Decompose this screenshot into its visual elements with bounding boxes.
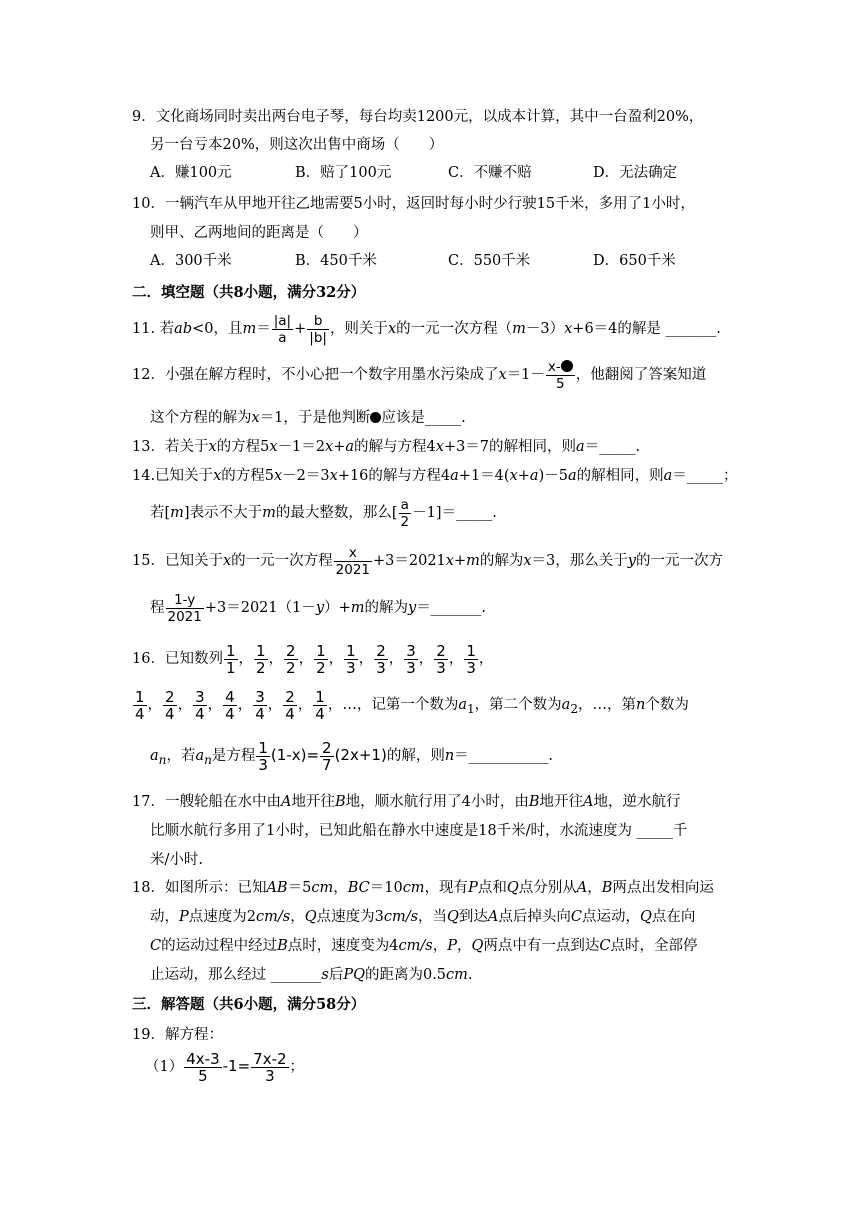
sequence-fraction: $\frac{1}{1}$ <box>225 641 236 677</box>
sequence-fraction: $\frac{1}{3}$ <box>346 641 356 677</box>
q12-fraction: $\frac{x-}{5}$ <box>546 359 575 392</box>
sequence-fraction: $\frac{1}{2}$ <box>316 641 326 677</box>
q9-option-c: C．不赚不赔 <box>448 165 532 181</box>
q10-option-b: B．450千米 <box>295 253 377 269</box>
q16-line3: $a_n$，若$a_n$是方程 $\frac{1}{3}$ (1-x)= $\frac{2}{7}$ (2x+1)的解，则n＝___________. <box>150 738 554 774</box>
q14-line1: 14.已知关于x的方程5x－2＝3x+16的解与方程4a+1＝4(x+a)－5a的解相同，则a＝_____； <box>132 468 738 484</box>
q13: 13．若关于x的方程5x－1＝2x+a的解与方程4x+3＝7的解相同，则a＝_____. <box>132 439 641 455</box>
q12-line2: 这个方程的解为x＝1，于是他判断 应该是_____. <box>150 410 466 426</box>
q9-option-d: D．无法确定 <box>593 165 678 181</box>
sequence-fraction: $\frac{2}{2}$ <box>286 641 296 677</box>
q16-fraction-1: $\frac{1}{3}$ <box>258 738 268 774</box>
q11-fraction-1: $\frac{|a|}{a}$ <box>273 312 292 346</box>
sequence-separator: ， <box>328 651 344 667</box>
q10-line2: 则甲、乙两地间的距离是（ ） <box>150 225 368 241</box>
q9-line2: 另一台亏本20%，则这次出售中商场（ ） <box>150 137 444 153</box>
sequence-separator: ， <box>358 651 374 667</box>
sequence-fraction: $\frac{1}{3}$ <box>466 641 476 677</box>
sequence-fraction: $\frac{3}{4}$ <box>255 687 265 723</box>
q16-line1: 16．已知数列 $\frac{1}{1}$ ， $\frac{1}{2}$ ， $\frac{2}{2}$ ， $\frac{1}{2}$ ， $\frac{1}{3}$ ， $\frac{2}{3}$ ， $\frac{3}{3}$ ， $\frac{2}{3}$ ， $\frac{1}{3}$ ， <box>132 641 494 677</box>
q18-line2: 动，P点速度为2cm/s，Q点速度为3cm/s，当Q到达A点后掉头向C点运动，Q点在向 <box>150 909 696 925</box>
q15-fraction-2: $\frac{1-y}{2021}$ <box>167 591 202 625</box>
q15-line1: 15．已知关于x的一元一次方程 $\frac{x}{2021}$ +3＝2021x+m的解为x＝3，那么关于y的一元一次方 <box>132 544 723 578</box>
q15-fraction-1: $\frac{x}{2021}$ <box>335 544 370 578</box>
q10-option-d: D．650千米 <box>593 253 676 269</box>
sequence-fraction: $\frac{2}{3}$ <box>436 641 446 677</box>
sequence-fraction: $\frac{1}{4}$ <box>315 687 325 723</box>
q16-sequence-row2 <box>132 687 328 723</box>
q18-line4: 止运动，那么经过 _______s后PQ的距离为0.5cm. <box>150 967 473 983</box>
section-answer-title: 三．解答题（共6小题，满分58分） <box>132 996 366 1013</box>
q19-fraction-2: $\frac{7x-2}{3}$ <box>253 1049 287 1085</box>
sequence-separator: ， <box>268 651 284 667</box>
q9-line1: 9．文化商场同时卖出两台电子琴，每台均卖1200元，以成本计算，其中一台盈利20%， <box>132 109 704 125</box>
sequence-separator: ， <box>147 697 163 713</box>
sequence-separator: ， <box>238 651 253 667</box>
sequence-fraction: $\frac{4}{4}$ <box>225 687 235 723</box>
q9-option-b: B．赔了100元 <box>295 165 392 181</box>
sequence-fraction: $\frac{3}{3}$ <box>406 641 416 677</box>
sequence-fraction: $\frac{2}{3}$ <box>376 641 386 677</box>
sequence-separator: ， <box>418 651 434 667</box>
q9-option-a: A．赚100元 <box>150 165 232 181</box>
q19-line2: （1） $\frac{4x-3}{5}$ -1= $\frac{7x-2}{3}$ ； <box>145 1049 305 1085</box>
q18-line3: C的运动过程中经过B点时，速度变为4cm/s，P，Q两点中有一点到达C点时，全部停 <box>150 938 698 954</box>
sequence-separator: ， <box>297 697 313 713</box>
q17-line3: 米/小时. <box>150 852 203 868</box>
sequence-fraction: $\frac{3}{4}$ <box>195 687 205 723</box>
sequence-separator: ， <box>388 651 404 667</box>
sequence-separator: ， <box>177 697 193 713</box>
ink-blot-icon <box>561 360 573 372</box>
sequence-fraction: $\frac{1}{4}$ <box>135 687 145 723</box>
sequence-separator: ， <box>478 651 494 667</box>
sequence-fraction: $\frac{1}{2}$ <box>256 641 266 677</box>
q10-option-c: C．550千米 <box>448 253 531 269</box>
q16-fraction-2: $\frac{2}{7}$ <box>322 738 332 774</box>
q17-line1: 17．一艘轮船在水中由A地开往B地，顺水航行用了4小时，由B地开往A地，逆水航行 <box>132 794 681 810</box>
ink-blot-icon <box>370 412 381 423</box>
q18-line1: 18．如图所示：已知AB＝5cm，BC＝10cm，现有P点和Q点分别从A，B两点出发相向运 <box>132 880 714 896</box>
q12-line1: 12．小强在解方程时，不小心把一个数字用墨水污染成了x＝1－ $\frac{x-}{5}$ ，他翻阅了答案知道 <box>132 358 707 392</box>
sequence-separator: ， <box>267 697 283 713</box>
sequence-fraction: $\frac{2}{4}$ <box>285 687 295 723</box>
q11: 11. 若ab<0，且m＝ $\frac{|a|}{a}$ + $\frac{b}{|b|}$ ，则关于x的一元一次方程（m－3）x+6＝4的解是 _______. <box>132 312 721 346</box>
q10-option-a: A．300千米 <box>150 253 232 269</box>
q16-line2: $\frac{1}{4}$ ， $\frac{2}{4}$ ， $\frac{3}{4}$ ， $\frac{4}{4}$ ， $\frac{3}{4}$ ， $\frac{2}{4}$ ， $\frac{1}{4}$ ，…，记第一个数为$a_1$，第二个数为$a_2$，…，第n个数为 <box>132 688 689 726</box>
q19-line1: 19．解方程： <box>132 1027 223 1043</box>
q15-line2: 程 $\frac{1-y}{2021}$ +3＝2021（1－y）+m的解为y＝_______. <box>150 591 487 625</box>
q14-fraction: $\frac{a}{2}$ <box>400 496 410 530</box>
q19-fraction-1: $\frac{4x-3}{5}$ <box>186 1049 220 1085</box>
sequence-fraction: $\frac{2}{4}$ <box>165 687 175 723</box>
sequence-separator: ， <box>298 651 314 667</box>
q14-line2: 若[m]表示不大于m的最大整数，那么[ $\frac{a}{2}$ －1]＝_____. <box>150 496 497 530</box>
sequence-separator: ， <box>448 651 464 667</box>
q10-line1: 10．一辆汽车从甲地开往乙地需要5小时，返回时每小时少行驶15千米，多用了1小时， <box>132 196 695 212</box>
section-fill-in-title: 二．填空题（共8小题，满分32分） <box>132 284 366 301</box>
sequence-separator: ， <box>207 697 223 713</box>
q17-line2: 比顺水航行多用了1小时，已知此船在静水中速度是18千米/时，水流速度为 _____千 <box>150 823 688 839</box>
q11-fraction-2: $\frac{b}{|b|}$ <box>309 312 327 346</box>
sequence-separator: ， <box>237 697 253 713</box>
